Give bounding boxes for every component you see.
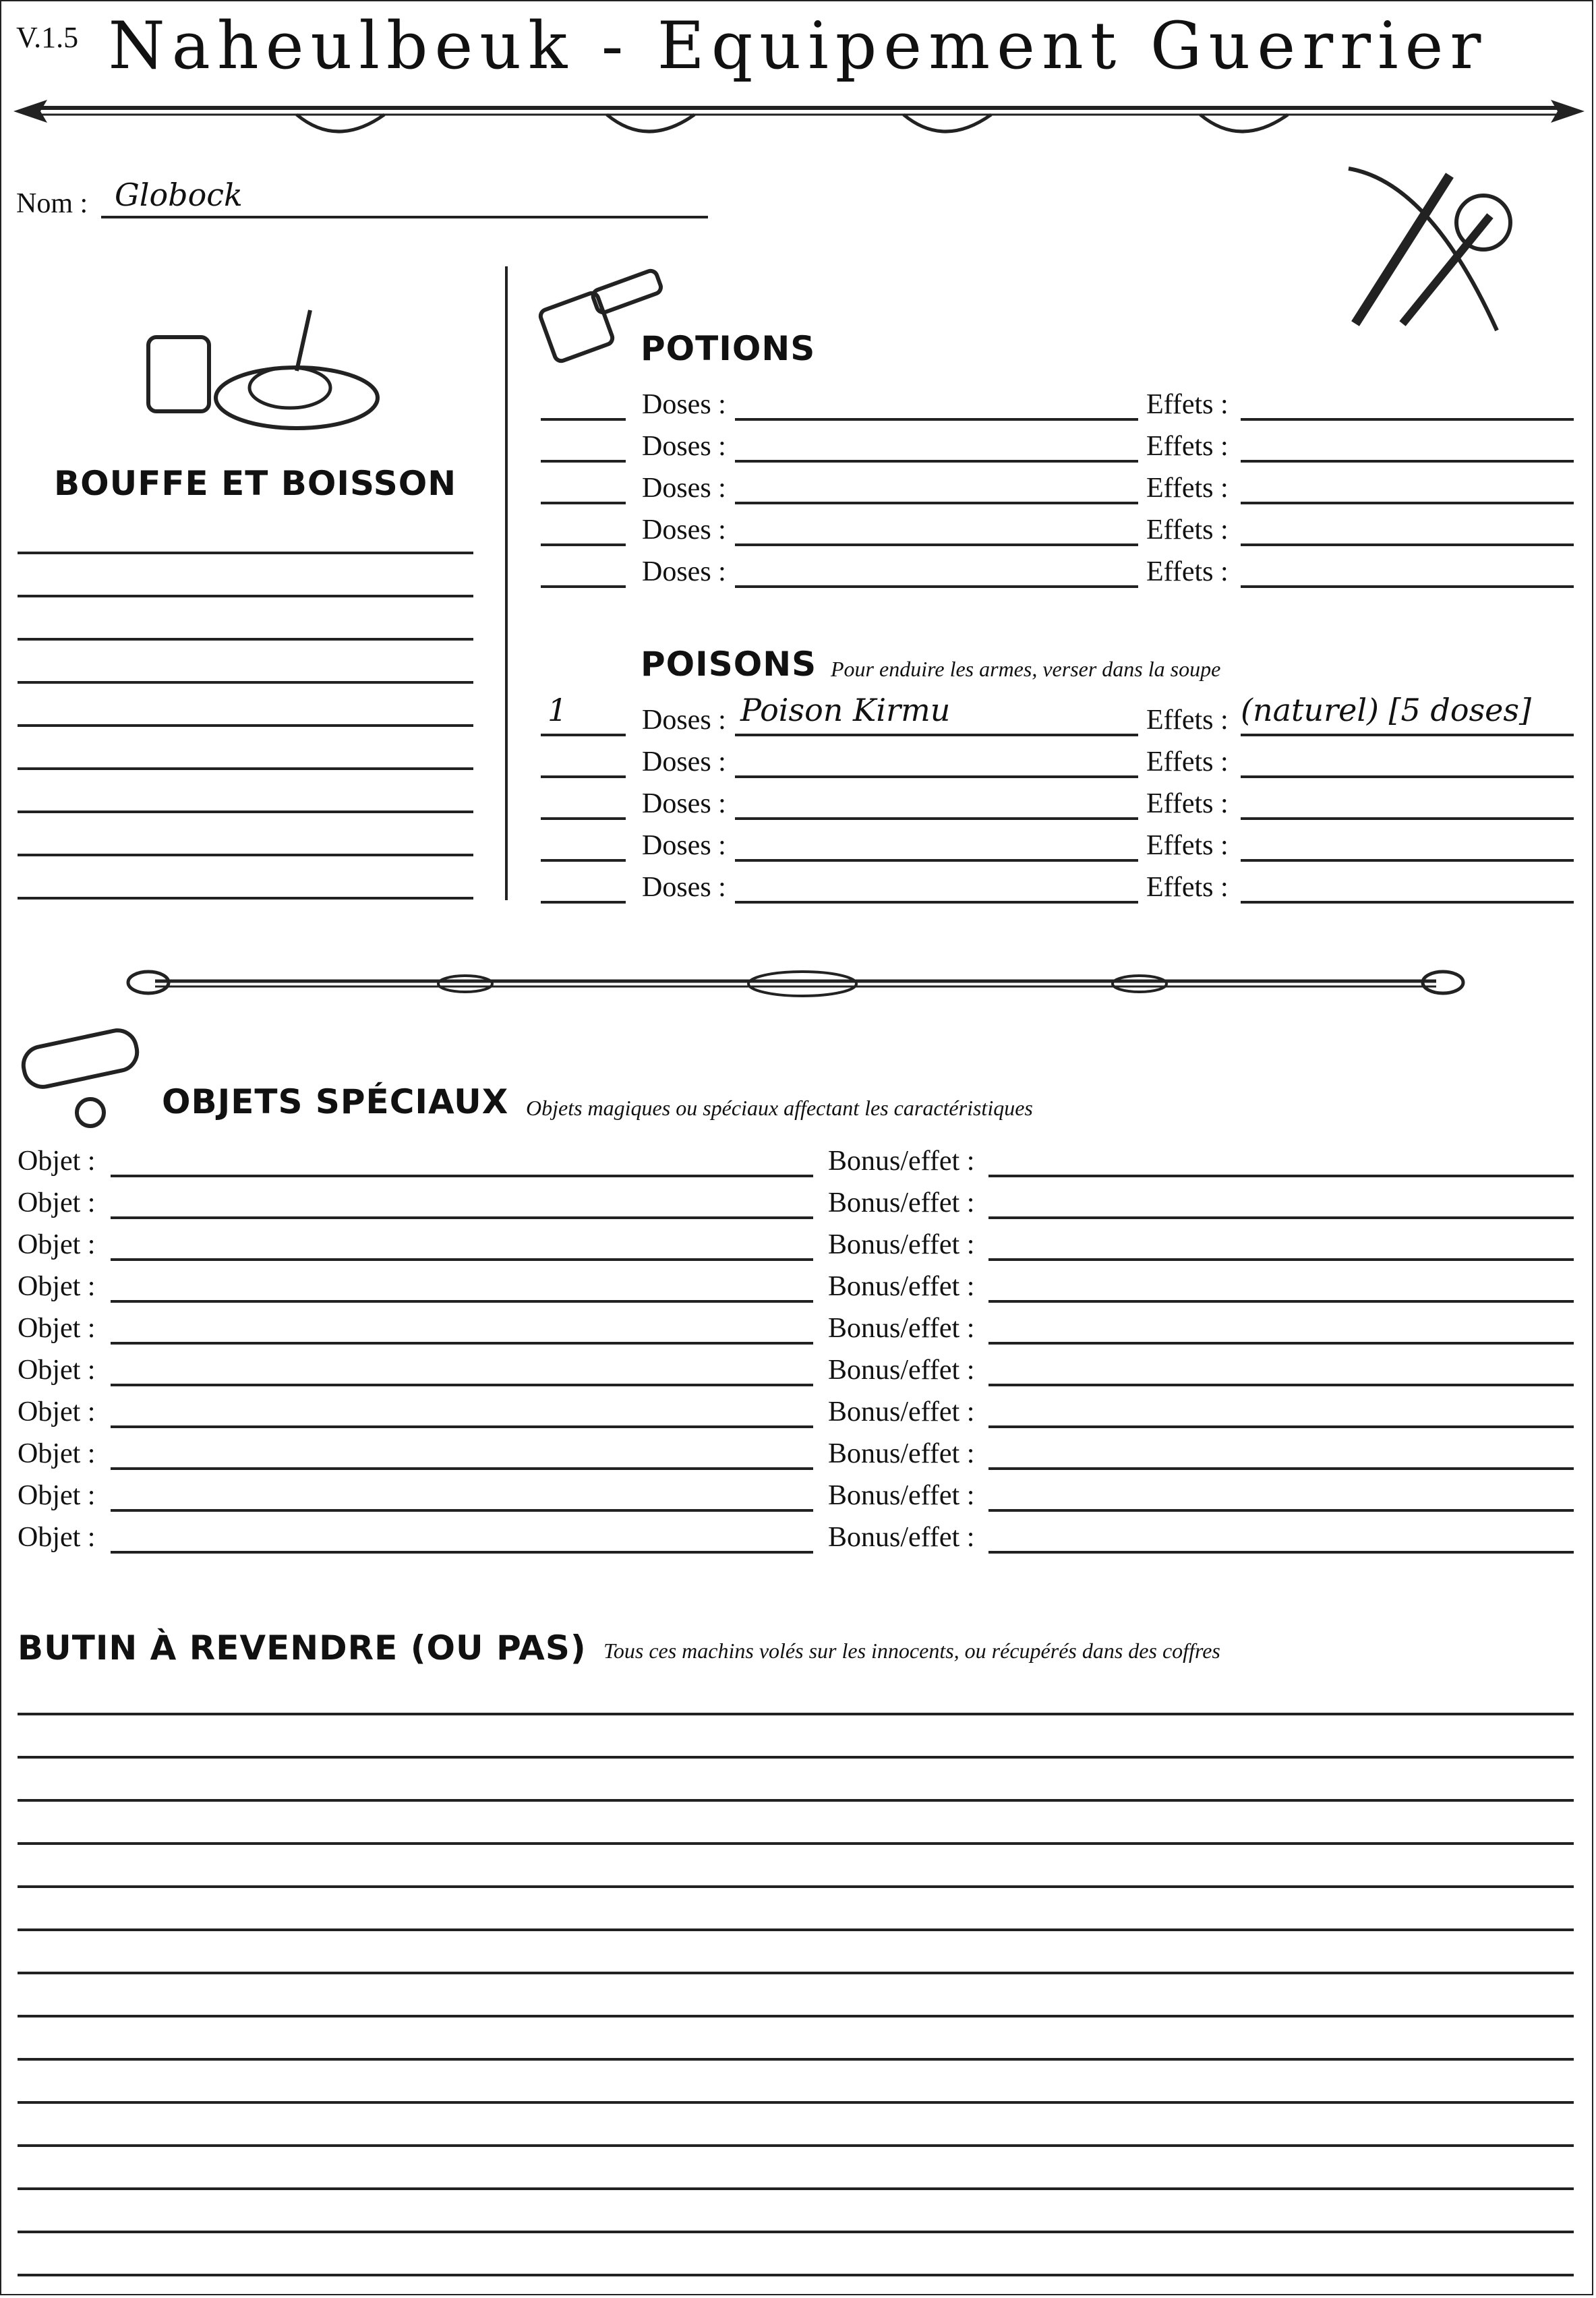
bonus-line[interactable] [988, 1258, 1574, 1261]
poison-doses-label: Doses : [642, 872, 726, 903]
butin-line[interactable] [18, 2274, 1574, 2276]
poison-doses-line[interactable] [735, 817, 1138, 820]
potion-effets-line[interactable] [1241, 585, 1574, 588]
objets-subtitle: Objets magiques ou spéciaux affectant les caractéristiques [526, 1096, 1033, 1120]
staff-divider [128, 961, 1463, 1001]
potion-effets-line[interactable] [1241, 418, 1574, 421]
poison-doses-label: Doses : [642, 788, 726, 819]
butin-line[interactable] [18, 1972, 1574, 1974]
poison-qty-line[interactable] [541, 734, 626, 736]
bouffe-line[interactable] [18, 638, 473, 641]
butin-line[interactable] [18, 1713, 1574, 1715]
poison-effets-line[interactable] [1241, 734, 1574, 736]
potion-qty-line[interactable] [541, 543, 626, 546]
objet-line[interactable] [111, 1425, 813, 1428]
objet-label: Objet : [18, 1313, 96, 1344]
potion-doses-label: Doses : [642, 431, 726, 462]
bonus-line[interactable] [988, 1175, 1574, 1177]
butin-line[interactable] [18, 1928, 1574, 1931]
potion-qty-line[interactable] [541, 585, 626, 588]
potion-doses-line[interactable] [735, 543, 1138, 546]
bonus-label: Bonus/effet : [828, 1522, 975, 1553]
poison-doses-value[interactable]: Poison Kirmu [740, 692, 951, 728]
objet-line[interactable] [111, 1175, 813, 1177]
objet-label: Objet : [18, 1480, 96, 1511]
objet-label: Objet : [18, 1187, 96, 1218]
potion-effets-line[interactable] [1241, 460, 1574, 463]
potion-doses-label: Doses : [642, 556, 726, 587]
bonus-line[interactable] [988, 1509, 1574, 1512]
potion-effets-line[interactable] [1241, 543, 1574, 546]
butin-line[interactable] [18, 2015, 1574, 2017]
bonus-line[interactable] [988, 1425, 1574, 1428]
bonus-label: Bonus/effet : [828, 1187, 975, 1218]
potion-effets-label: Effets : [1146, 473, 1229, 504]
poison-effets-label: Effets : [1146, 830, 1229, 861]
poison-qty-line[interactable] [541, 901, 626, 904]
potion-doses-line[interactable] [735, 502, 1138, 504]
poison-effets-value[interactable]: (naturel) [5 doses] [1241, 692, 1531, 728]
objet-line[interactable] [111, 1216, 813, 1219]
bonus-label: Bonus/effet : [828, 1229, 975, 1260]
bonus-label: Bonus/effet : [828, 1396, 975, 1427]
poison-effets-label: Effets : [1146, 872, 1229, 903]
potion-doses-label: Doses : [642, 473, 726, 504]
butin-line[interactable] [18, 2144, 1574, 2147]
bonus-label: Bonus/effet : [828, 1438, 975, 1469]
objet-line[interactable] [111, 1384, 813, 1386]
bouffe-line[interactable] [18, 897, 473, 900]
poison-effets-line[interactable] [1241, 817, 1574, 820]
nom-value[interactable]: Globock [115, 177, 243, 213]
objet-label: Objet : [18, 1355, 96, 1386]
bonus-label: Bonus/effet : [828, 1355, 975, 1386]
bonus-line[interactable] [988, 1342, 1574, 1345]
column-divider [505, 266, 508, 900]
poison-qty-line[interactable] [541, 817, 626, 820]
bonus-line[interactable] [988, 1551, 1574, 1554]
page-title: Naheulbeuk - Equipement Guerrier [108, 8, 1488, 84]
potion-doses-label: Doses : [642, 389, 726, 420]
objet-label: Objet : [18, 1396, 96, 1427]
poison-effets-line[interactable] [1241, 775, 1574, 778]
bonus-label: Bonus/effet : [828, 1271, 975, 1302]
poison-doses-label: Doses : [642, 830, 726, 861]
butin-line[interactable] [18, 2058, 1574, 2061]
butin-line[interactable] [18, 1885, 1574, 1888]
poison-doses-line[interactable] [735, 859, 1138, 862]
food-drink-icon [135, 297, 378, 438]
potion-effets-label: Effets : [1146, 514, 1229, 546]
bouffe-line[interactable] [18, 724, 473, 727]
butin-line[interactable] [18, 1756, 1574, 1759]
nom-line [101, 216, 708, 218]
crossed-weapons-icon [1335, 155, 1524, 337]
bonus-label: Bonus/effet : [828, 1313, 975, 1344]
objet-label: Objet : [18, 1229, 96, 1260]
objet-label: Objet : [18, 1438, 96, 1469]
potion-doses-line[interactable] [735, 418, 1138, 421]
objets-title: OBJETS SPÉCIAUX [162, 1082, 509, 1121]
poison-effets-label: Effets : [1146, 746, 1229, 777]
butin-line[interactable] [18, 1799, 1574, 1802]
butin-line[interactable] [18, 2101, 1574, 2104]
bouffe-line[interactable] [18, 854, 473, 856]
spear-divider-top [13, 88, 1585, 148]
bonus-label: Bonus/effet : [828, 1146, 975, 1177]
poison-qty-line[interactable] [541, 859, 626, 862]
objet-line[interactable] [111, 1342, 813, 1345]
poison-effets-label: Effets : [1146, 788, 1229, 819]
poison-effets-line[interactable] [1241, 901, 1574, 904]
objet-line[interactable] [111, 1551, 813, 1554]
bouffe-line[interactable] [18, 767, 473, 770]
objet-line[interactable] [111, 1467, 813, 1470]
objet-line[interactable] [111, 1509, 813, 1512]
objet-label: Objet : [18, 1146, 96, 1177]
bouffe-line[interactable] [18, 811, 473, 813]
potion-qty-line[interactable] [541, 418, 626, 421]
potion-effets-label: Effets : [1146, 389, 1229, 420]
bouffe-line[interactable] [18, 595, 473, 597]
scroll-ring-icon [16, 1025, 151, 1133]
bonus-line[interactable] [988, 1300, 1574, 1303]
potion-doses-line[interactable] [735, 460, 1138, 463]
butin-title: BUTIN À REVENDRE (OU PAS) [18, 1628, 587, 1668]
butin-subtitle: Tous ces machins volés sur les innocents, ou récupérés dans des coffres [603, 1639, 1220, 1663]
poisons-title: POISONS [641, 645, 817, 684]
potions-title: POTIONS [641, 329, 816, 368]
poison-effets-line[interactable] [1241, 859, 1574, 862]
potion-qty-line[interactable] [541, 502, 626, 504]
poison-doses-label: Doses : [642, 705, 726, 736]
poison-doses-line[interactable] [735, 901, 1138, 904]
bouffe-line[interactable] [18, 552, 473, 554]
nom-label: Nom : [16, 188, 88, 219]
potion-effets-line[interactable] [1241, 502, 1574, 504]
potion-effets-label: Effets : [1146, 556, 1229, 587]
objet-label: Objet : [18, 1271, 96, 1302]
butin-line[interactable] [18, 2187, 1574, 2190]
poison-qty-line[interactable] [541, 775, 626, 778]
poison-doses-label: Doses : [642, 746, 726, 777]
objet-line[interactable] [111, 1300, 813, 1303]
objet-label: Objet : [18, 1522, 96, 1553]
bonus-line[interactable] [988, 1384, 1574, 1386]
bonus-label: Bonus/effet : [828, 1480, 975, 1511]
bouffe-line[interactable] [18, 681, 473, 684]
objet-line[interactable] [111, 1258, 813, 1261]
version-label: V.1.5 [16, 21, 79, 54]
poison-qty[interactable]: 1 [548, 692, 568, 728]
butin-line[interactable] [18, 2231, 1574, 2233]
bonus-line[interactable] [988, 1467, 1574, 1470]
poison-effets-label: Effets : [1146, 705, 1229, 736]
potion-effets-label: Effets : [1146, 431, 1229, 462]
potion-doses-line[interactable] [735, 585, 1138, 588]
potion-doses-label: Doses : [642, 514, 726, 546]
bonus-line[interactable] [988, 1216, 1574, 1219]
bouffe-title: BOUFFE ET BOISSON [54, 464, 457, 503]
potion-qty-line[interactable] [541, 460, 626, 463]
butin-line[interactable] [18, 1842, 1574, 1845]
poison-doses-line[interactable] [735, 775, 1138, 778]
poison-doses-line[interactable] [735, 734, 1138, 736]
poisons-subtitle: Pour enduire les armes, verser dans la soupe [831, 657, 1221, 681]
